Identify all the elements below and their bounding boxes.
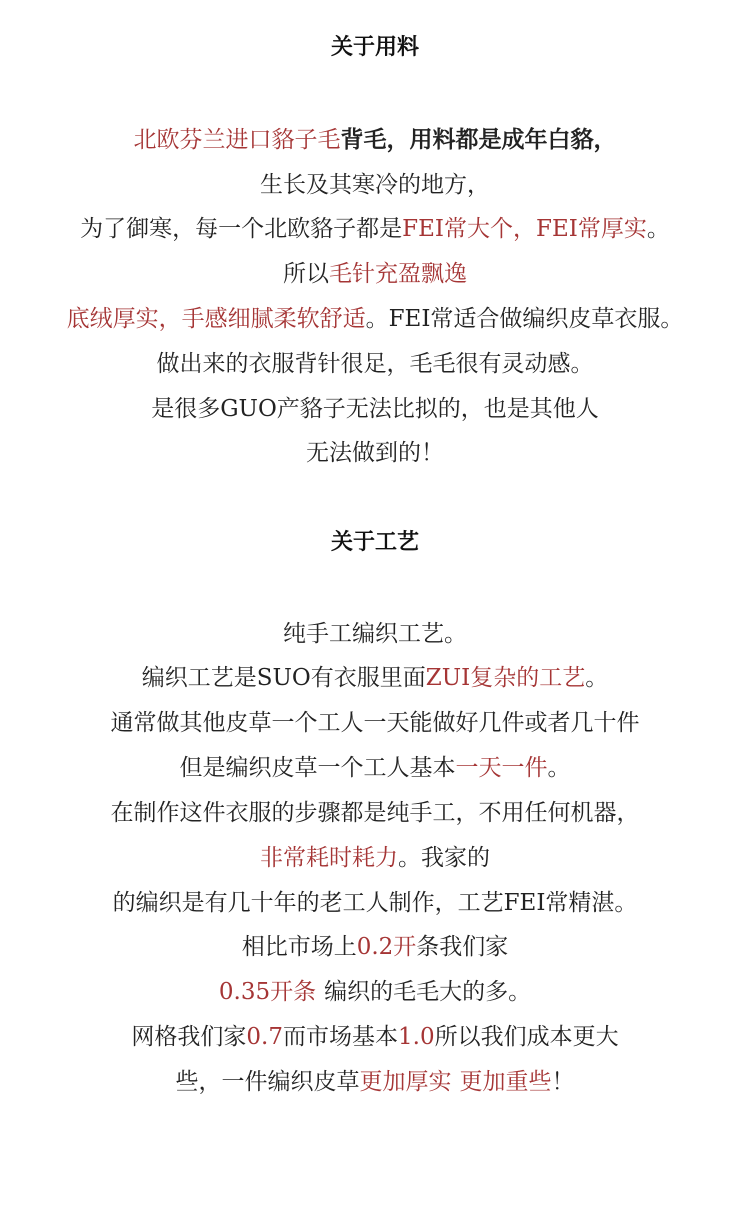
text-segment: FEI常大个，FEI常厚实 (402, 216, 647, 242)
craft-line-9 (0, 976, 750, 1008)
text-segment: 相比市场上 (241, 934, 357, 960)
craft-line-2 (0, 662, 750, 694)
text-segment: 为了御寒，每一个北欧貉子都是 (80, 216, 403, 242)
text-segment: 无法做到的！ (306, 440, 444, 466)
text-segment: 底绒厚实，手感细腻柔软舒适 (66, 306, 366, 332)
text-segment: 而市场基本 (283, 1024, 398, 1050)
text-segment: 通常做其他皮草一个工人一天能做好几件或者几十件 (110, 710, 640, 736)
text-segment: 非常耗时耗力 (260, 845, 398, 871)
materials-line-4 (0, 258, 750, 290)
text-segment: 一天一件 (455, 755, 548, 781)
text-segment: 0.2开 (356, 934, 417, 960)
text-segment: 是很多GUO产貉子无法比拟的，也是其他人 (151, 396, 599, 422)
materials-line-2 (0, 169, 750, 201)
text-segment: 生长及其寒冷的地方， (260, 172, 490, 198)
text-segment: 。我家的 (398, 845, 490, 871)
section-title-materials: 关于用料 (330, 35, 419, 60)
text-segment: 所以我们成本更大 (434, 1024, 619, 1050)
craft-line-11 (0, 1066, 750, 1098)
text-segment: 些，一件编织皮草 (175, 1069, 360, 1095)
text-segment: 。 (547, 755, 571, 781)
text-segment: ZUI复杂的工艺 (425, 665, 586, 691)
craft-line-4 (0, 752, 750, 784)
materials-line-5 (0, 303, 750, 335)
materials-line-6 (0, 348, 750, 380)
text-segment: 背毛，用料都是成年白貉， (340, 126, 617, 153)
craft-line-3 (0, 707, 750, 739)
text-segment: 条我们家 (416, 934, 509, 960)
text-segment: 在制作这件衣服的步骤都是纯手工，不用任何机器， (110, 800, 640, 826)
materials-line-3 (0, 213, 750, 245)
craft-line-5 (0, 797, 750, 829)
section-title-craft: 关于工艺 (330, 530, 419, 555)
text-segment: 1.0 (398, 1024, 435, 1050)
text-segment: 编织工艺是SUO有衣服里面 (141, 665, 426, 691)
text-segment: 毛针充盈飘逸 (329, 261, 467, 287)
craft-line-8 (0, 931, 750, 963)
text-segment: 网格我们家 (131, 1024, 247, 1050)
text-segment: 更加厚实 (359, 1069, 452, 1095)
text-segment: 北欧芬兰进口貉子毛 (133, 127, 341, 153)
craft-line-7 (0, 887, 750, 919)
text-segment: 做出来的衣服背针很足，毛毛很有灵动感。 (156, 351, 594, 377)
text-segment: 所以 (283, 261, 329, 287)
text-segment: 但是编织皮草一个工人基本 (179, 755, 456, 781)
text-segment: 更加重些 (459, 1069, 552, 1095)
materials-line-8 (0, 437, 750, 469)
craft-line-6 (0, 842, 750, 874)
text-segment: 。 (585, 665, 609, 691)
text-segment: 纯手工编织工艺。 (283, 621, 467, 647)
craft-line-10 (0, 1021, 750, 1053)
text-segment: 。FEI常适合做编织皮草衣服。 (365, 306, 684, 332)
materials-line-7 (0, 393, 750, 425)
text-segment: ！ (551, 1069, 575, 1095)
text-segment: 0.35开条 (218, 979, 317, 1005)
text-segment: 的编织是有几十年的老工人制作，工艺FEI常精湛。 (112, 890, 638, 916)
craft-line-1 (0, 618, 750, 650)
text-segment: 编织的毛毛大的多。 (324, 979, 532, 1005)
materials-line-1 (0, 124, 750, 156)
text-segment: 0.7 (246, 1024, 283, 1050)
text-segment: 。 (646, 216, 670, 242)
